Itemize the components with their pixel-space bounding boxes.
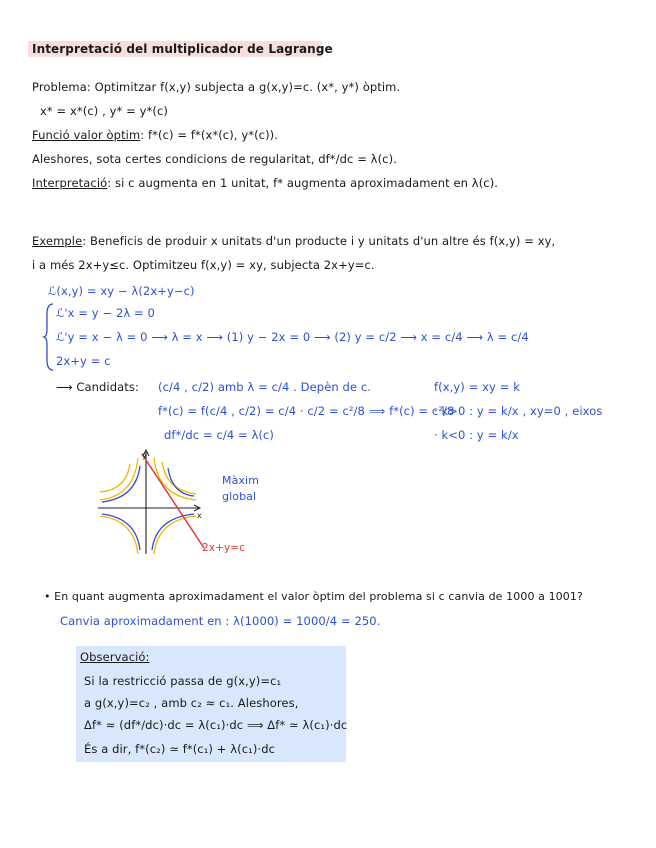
- value-function-rest: : f*(c) = f*(x*(c), y*(c)).: [140, 128, 279, 142]
- example-line-2: i a més 2x+y≤c. Optimitzeu f(x,y) = xy, subjecta 2x+y=c.: [32, 258, 375, 272]
- y-axis-label: y: [142, 451, 147, 460]
- interpretation: [32, 176, 498, 190]
- example-text-1: : Beneficis de produir x unitats d'un producte i y unitats d'un altre és f(x,y) = xy,: [82, 234, 556, 248]
- constraint-line: [142, 454, 204, 548]
- x-axis-label: x: [197, 511, 202, 520]
- level-k-negative: · k<0 : y = k/x: [434, 428, 519, 442]
- example-line-1: [32, 234, 555, 248]
- lagrangian: ℒ(x,y) = xy − λ(2x+y−c): [48, 284, 195, 298]
- derivative-equals-lambda: df*/dc = c/4 = λ(c): [164, 428, 275, 442]
- interpretation-rest: : si c augmenta en 1 unitat, f* augmenta aproximadament en λ(c).: [107, 176, 499, 190]
- candidates: (c/4 , c/2) amb λ = c/4 . Depèn de c.: [158, 380, 372, 394]
- page-title: Interpretació del multiplicador de Lagrange: [32, 42, 333, 56]
- candidates-label: ⟶ Candidats:: [56, 380, 139, 394]
- observation-line-2: a g(x,y)=c₂ , amb c₂ ≈ c₁. Aleshores,: [84, 696, 299, 710]
- question: • En quant augmenta aproximadament el valor òptim del problema si c canvia de 1000 a 1001?: [44, 590, 583, 603]
- observation-line-3: Δf* ≈ (df*/dc)·dc = λ(c₁)·dc ⟹ Δf* ≃ λ(c₁)·dc: [84, 718, 348, 732]
- level-k-positive: · k>0 : y = k/x , xy=0 , eixos: [434, 404, 603, 418]
- system-brace: [44, 302, 54, 372]
- interpretation-label: Interpretació: [32, 176, 108, 190]
- regularity-statement: Aleshores, sota certes condicions de regularitat, df*/dc = λ(c).: [32, 152, 397, 166]
- level-curves: f(x,y) = xy = k: [434, 380, 520, 394]
- observation-label: Observació:: [80, 650, 150, 664]
- optimal-point: x* = x*(c) , y* = y*(c): [40, 104, 168, 118]
- observation-line-1: Si la restricció passa de g(x,y)=c₁: [84, 674, 282, 688]
- maxim-label-2: global: [222, 490, 257, 503]
- value-function-label: Funció valor òptim: [32, 128, 141, 142]
- observation-line-4: És a dir, f*(c₂) ≃ f*(c₁) + λ(c₁)·dc: [84, 742, 276, 756]
- system-eq-2: ℒ'y = x − λ = 0 ⟶ λ = x ⟶ (1) y − 2x = 0 ⟶ (2) y = c/2 ⟶ x = c/4 ⟶ λ = c/4: [56, 330, 529, 344]
- optimal-value: f*(c) = f(c/4 , c/2) = c/4 · c/2 = c²/8 ⟹ f*(c) = c²/8: [158, 404, 455, 418]
- constraint-label: 2x+y=c: [202, 542, 246, 554]
- value-function: [32, 128, 278, 142]
- answer: Canvia aproximadament en : λ(1000) = 1000/4 = 250.: [60, 614, 381, 628]
- example-label: Exemple: [32, 234, 83, 248]
- system-eq-1: ℒ'x = y − 2λ = 0: [56, 306, 155, 320]
- system-eq-3: 2x+y = c: [56, 354, 111, 368]
- maxim-label-1: Màxim: [222, 474, 260, 487]
- problem-statement: Problema: Optimitzar f(x,y) subjecta a g(x,y)=c. (x*, y*) òptim.: [32, 80, 401, 94]
- hyperbolas-k-positive: [100, 458, 196, 554]
